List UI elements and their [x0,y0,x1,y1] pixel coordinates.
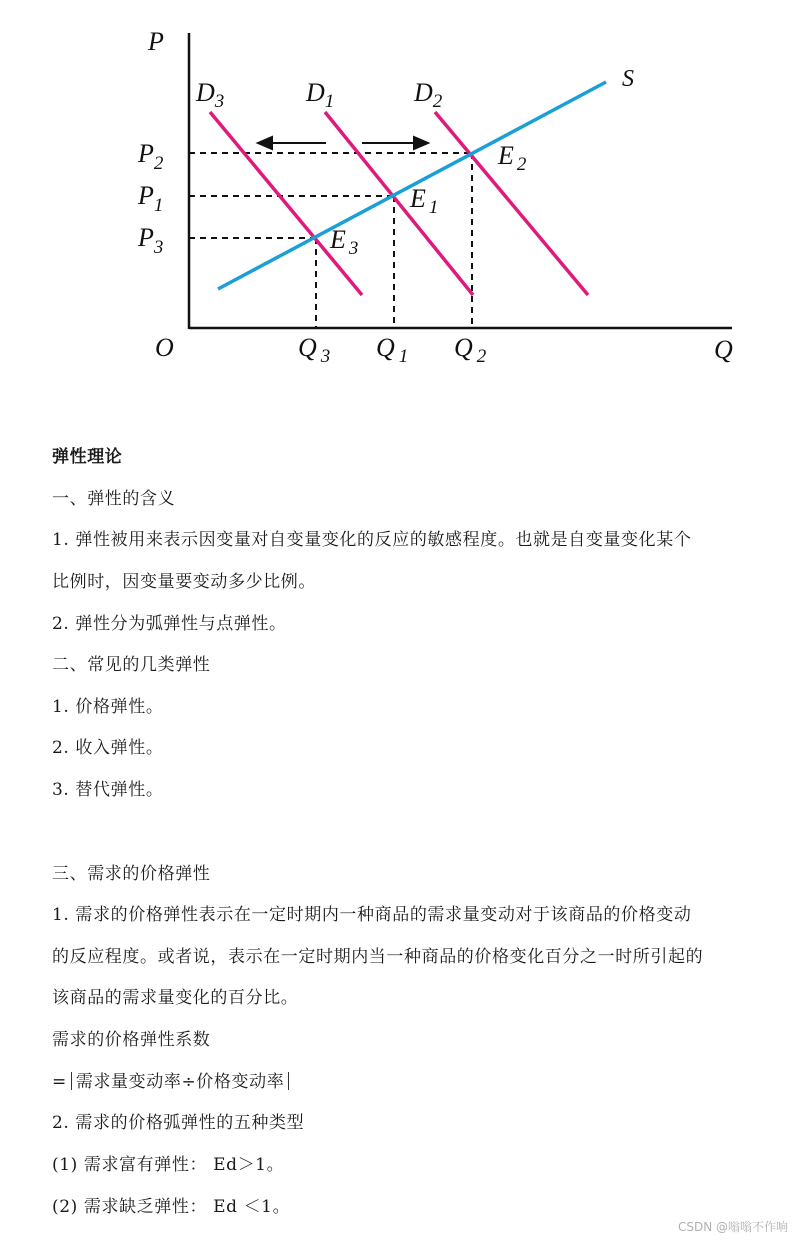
equilibrium-label-e2: E $_2$ [498,141,527,175]
shift-arrow-left-head [258,137,272,149]
doc-title: 弹性理论 [52,447,123,467]
quantity-label-q3: Q $_3$ [298,333,331,367]
demand-curve-d2 [435,112,588,295]
paragraph-1-line-2: 比例时，因变量要变动多少比例。 [52,572,316,592]
section-heading-2: 二、常见的几类弹性 [52,655,211,675]
price-label-p3: $P_3$ [138,223,164,258]
demand-curve-d3 [210,112,362,295]
supply-label: S [622,66,634,92]
elasticity-formula [52,1072,293,1092]
price-label-p1: $P_1$ [138,181,164,216]
section-heading-1: 一、弹性的含义 [52,489,176,509]
origin-label: O [155,333,174,362]
list-item-price-elasticity: 1. 价格弹性。 [52,697,164,717]
abs-bar-right [288,1072,289,1090]
supply-demand-diagram [0,0,794,400]
equilibrium-label-e3: E $_3$ [330,225,359,259]
demand-label-d2: $D_2$ [414,78,443,112]
price-axis-label: P [148,27,164,56]
paragraph-1-line-1: 1. 弹性被用来表示因变量对自变量变化的反应的敏感程度。也就是自变量变化某个 [52,530,692,550]
formula-body: 需求量变动率÷价格变动率 [75,1072,285,1092]
paragraph-3-line-2: 的反应程度。或者说，表示在一定时期内当一种商品的价格变化百分之一时所引起的 [52,947,704,967]
shift-arrow-right-head [414,137,428,149]
formula-equals: = [52,1072,67,1092]
watermark: CSDN @嗡嗡不作响 [677,1220,788,1234]
quantity-label-q2: Q $_2$ [454,333,487,367]
equilibrium-label-e1: E $_1$ [410,184,439,218]
abs-bar-left [71,1072,72,1090]
section-heading-3: 三、需求的价格弹性 [52,864,211,884]
paragraph-2: 2. 弹性分为弧弹性与点弹性。 [52,614,287,634]
types-title: 2. 需求的价格弧弹性的五种类型 [52,1113,305,1133]
list-item-income-elasticity: 2. 收入弹性。 [52,738,164,758]
paragraph-3-line-3: 该商品的需求量变化的百分比。 [52,988,299,1008]
demand-curve-d1 [325,112,473,295]
quantity-label-q1: Q $_1$ [376,333,409,367]
paragraph-3-line-1: 1. 需求的价格弹性表示在一定时期内一种商品的需求量变动对于该商品的价格变动 [52,905,692,925]
type-elastic: (1) 需求富有弹性： Ed＞1。 [52,1155,285,1175]
demand-label-d3: $D_3$ [196,78,225,112]
quantity-axis-label: Q [714,335,733,364]
list-item-substitution-elasticity: 3. 替代弹性。 [52,780,164,800]
coefficient-title: 需求的价格弹性系数 [52,1030,211,1050]
demand-label-d1: $D_1$ [306,78,335,112]
price-label-p2: $P_2$ [138,139,164,174]
type-inelastic: (2) 需求缺乏弹性： Ed ＜1。 [52,1197,291,1217]
